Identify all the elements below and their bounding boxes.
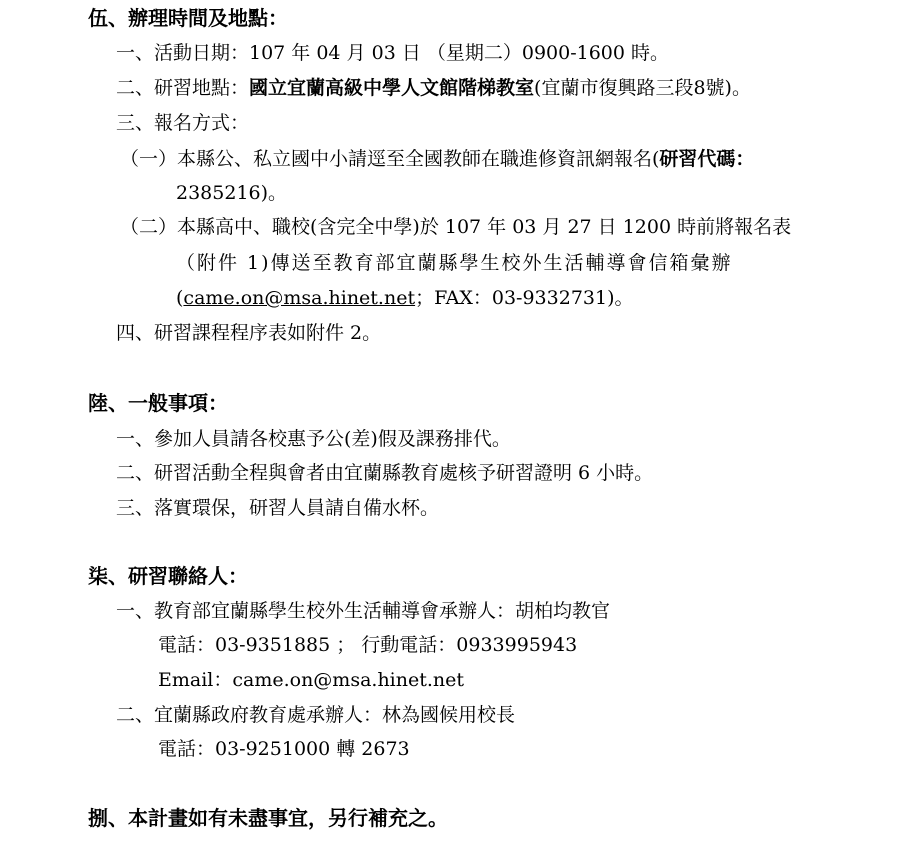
section-five-item-location bbox=[116, 75, 751, 101]
section-five-item-schedule: 四、研習課程程序表如附件 2。 bbox=[116, 322, 382, 344]
section-six-item-1: 一、參加人員請各校惠予公(差)假及課務排代。 bbox=[116, 428, 511, 450]
section-five-heading: 伍、辦理時間及地點： bbox=[88, 6, 288, 30]
section-five-item-date: 一、活動日期：107 年 04 月 03 日 （星期二）0900-1600 時。 bbox=[116, 42, 670, 64]
section-six-item-2: 二、研習活動全程與會者由宜蘭縣教育處核予研習證明 6 小時。 bbox=[116, 462, 654, 484]
section-seven-heading: 柒、研習聯絡人： bbox=[88, 564, 248, 588]
section-six-heading: 陸、一般事項： bbox=[88, 391, 228, 415]
registration-sub-1 bbox=[120, 146, 754, 172]
section-seven-contact-2: 二、宜蘭縣政府教育處承辦人：林為國候用校長 bbox=[116, 704, 516, 726]
section-eight-heading: 捌、本計畫如有未盡事宜，另行補充之。 bbox=[88, 806, 448, 830]
section-five-item-registration: 三、報名方式： bbox=[116, 112, 250, 134]
course-code-label: 研習代碼： bbox=[659, 148, 755, 170]
section-seven-contact-1: 一、教育部宜蘭縣學生校外生活輔導會承辦人：胡柏均教官 bbox=[116, 600, 611, 622]
location-address: (宜蘭市復興路三段8號)。 bbox=[534, 77, 751, 99]
open-paren: ( bbox=[176, 287, 184, 309]
registration-sub-2-line-1: （二）本縣高中、職校(含完全中學)於 107 年 03 月 27 日 1200 時前將報名表 bbox=[120, 216, 792, 238]
location-label: 二、研習地點： bbox=[116, 77, 250, 99]
location-venue: 國立宜蘭高級中學人文館階梯教室 bbox=[249, 77, 535, 99]
registration-sub-2-line-3 bbox=[176, 285, 634, 311]
section-seven-contact-1-email: Email：came.on@msa.hinet.net bbox=[158, 669, 465, 691]
registration-sub-1-text: （一）本縣公、私立國中小請逕至全國教師在職進修資訊網報名( bbox=[120, 148, 660, 170]
email-link[interactable]: came.on@msa.hinet.net bbox=[183, 287, 416, 309]
registration-sub-2-line-2: （附件 1)傳送至教育部宜蘭縣學生校外生活輔導會信箱彙辦 bbox=[176, 252, 733, 274]
section-seven-contact-2-phone: 電話：03-9251000 轉 2673 bbox=[158, 738, 410, 760]
fax-text: ；FAX：03-9332731)。 bbox=[415, 287, 634, 309]
section-seven-contact-1-phone: 電話：03-9351885 ； 行動電話：0933995943 bbox=[158, 634, 578, 656]
section-six-item-3: 三、落實環保，研習人員請自備水杯。 bbox=[116, 497, 440, 519]
course-code-value: 2385216)。 bbox=[176, 182, 288, 204]
